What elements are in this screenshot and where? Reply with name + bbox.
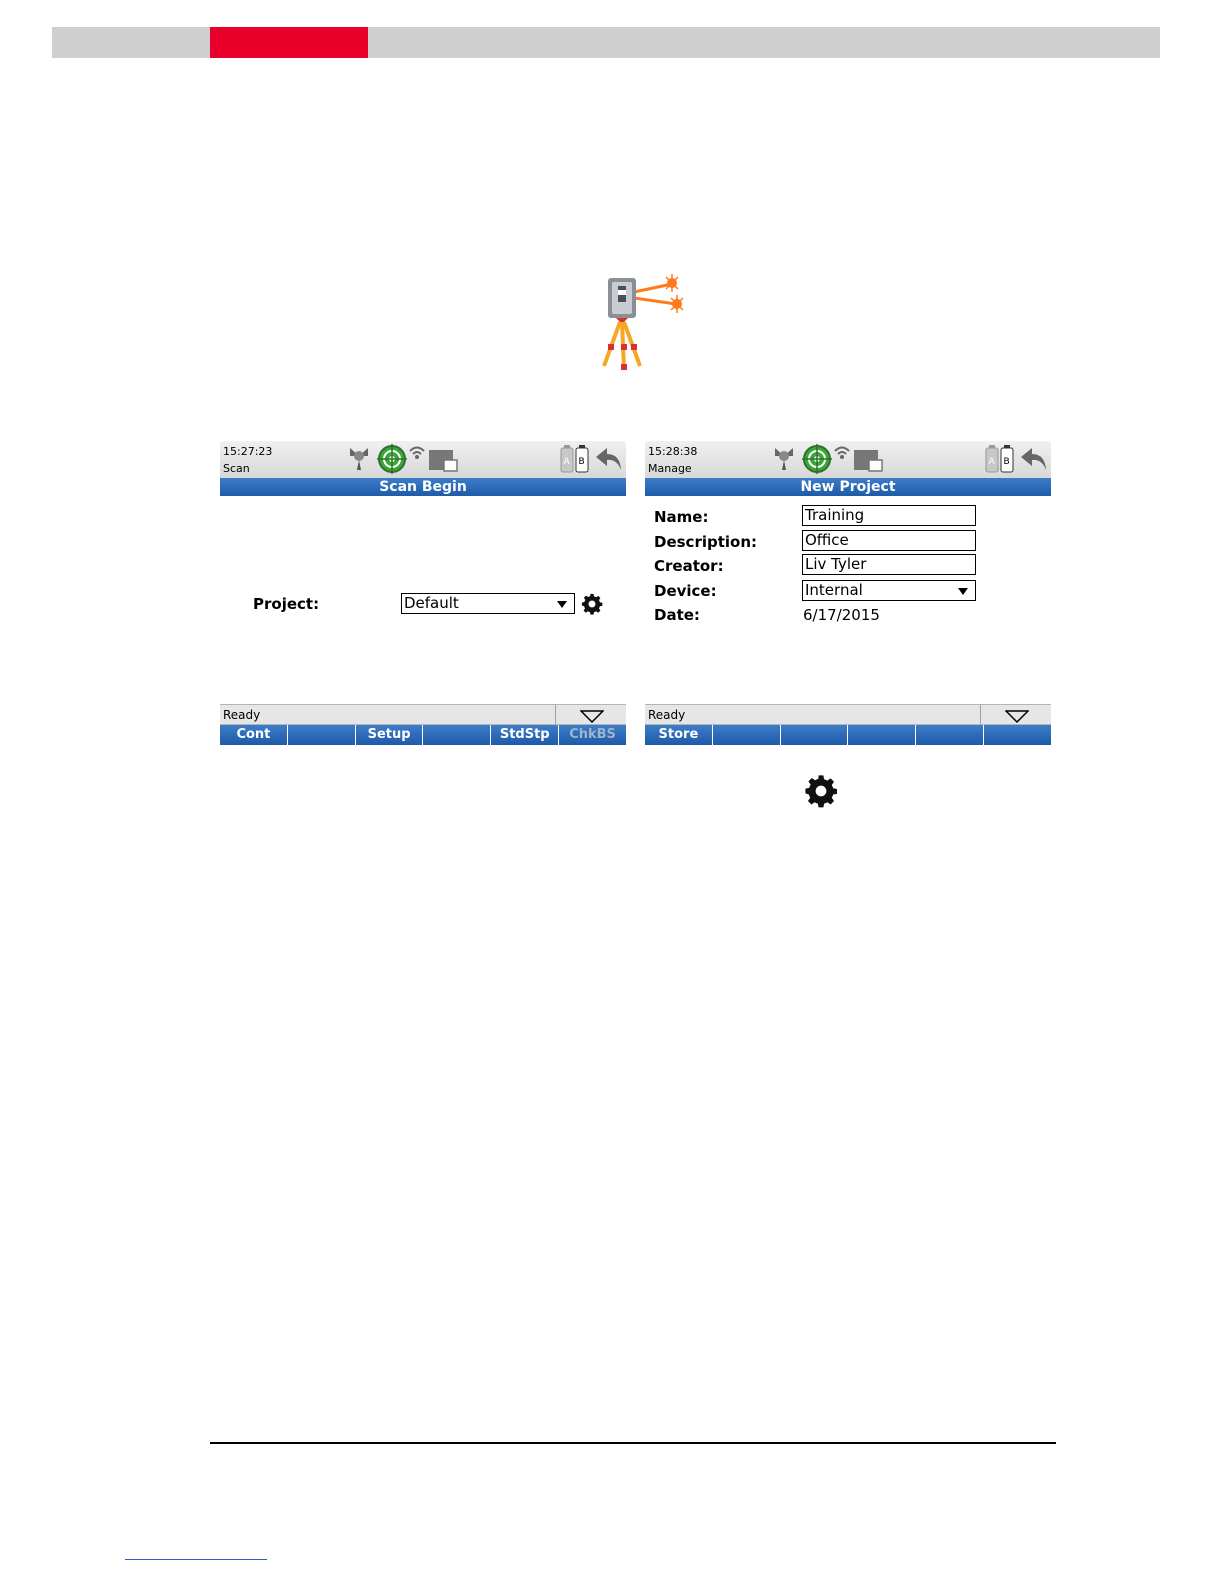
fn-key-cont[interactable]: Cont (220, 725, 288, 745)
back-icon[interactable] (595, 446, 623, 476)
svg-text:B: B (1003, 457, 1010, 467)
date-value: 6/17/2015 (803, 606, 880, 624)
antenna-icon[interactable] (348, 444, 370, 476)
project-select[interactable] (401, 593, 575, 614)
function-key-bar (220, 725, 626, 745)
status-mode: Manage (648, 462, 692, 475)
status-bar (645, 441, 1051, 478)
device-value: Internal (805, 581, 863, 599)
status-time: 15:28:38 (648, 445, 698, 458)
scanner-tripod-icon (596, 270, 692, 372)
ready-text: Ready (648, 708, 686, 722)
status-line (645, 704, 1051, 725)
memory-card-icon[interactable] (428, 449, 458, 477)
target-icon[interactable] (377, 444, 407, 478)
fn-key-empty[interactable] (848, 725, 916, 745)
gear-icon (804, 774, 838, 812)
screen-new-project (645, 441, 1051, 746)
antenna-icon[interactable] (773, 444, 795, 476)
fn-key-setup[interactable]: Setup (356, 725, 424, 745)
device-label: Device: (654, 582, 717, 600)
status-line (220, 704, 626, 725)
svg-text:A: A (563, 457, 570, 467)
fn-key-chkbs[interactable]: ChkBS (569, 727, 616, 742)
fn-key-store[interactable]: Store (645, 725, 713, 745)
target-icon[interactable] (802, 444, 832, 478)
function-key-bar (645, 725, 1051, 745)
footer-rule (210, 1442, 1056, 1444)
screen-scan-begin (220, 441, 626, 746)
fn-key-empty[interactable] (288, 725, 356, 745)
description-label: Description: (654, 533, 758, 551)
device-select[interactable] (802, 580, 976, 601)
screen-title: New Project (645, 478, 1051, 496)
name-label: Name: (654, 508, 709, 526)
status-mode: Scan (223, 462, 250, 475)
creator-field[interactable]: Liv Tyler (802, 554, 976, 575)
fn-key-empty[interactable] (713, 725, 781, 745)
footer-link-underline[interactable] (125, 1559, 267, 1560)
fn-key-empty[interactable] (984, 725, 1051, 745)
project-label: Project: (253, 595, 320, 613)
status-bar (220, 441, 626, 478)
fn-key-empty[interactable] (916, 725, 984, 745)
header-band (52, 27, 1160, 58)
header-red-segment (210, 27, 368, 58)
svg-text:B: B (578, 457, 585, 467)
chevron-down-icon (557, 601, 567, 608)
description-field[interactable]: Office (802, 530, 976, 551)
memory-card-icon[interactable] (853, 449, 883, 477)
gear-icon[interactable] (581, 593, 603, 619)
battery-icon[interactable] (985, 444, 1017, 478)
fn-key-empty[interactable] (423, 725, 491, 745)
chevron-down-icon (958, 588, 968, 595)
wifi-icon[interactable] (833, 444, 851, 464)
screen-title: Scan Begin (220, 478, 626, 496)
back-icon[interactable] (1020, 446, 1048, 476)
fn-key-stdstp[interactable]: StdStp (491, 725, 559, 745)
ready-text: Ready (223, 708, 261, 722)
creator-label: Creator: (654, 557, 724, 575)
svg-text:A: A (988, 457, 995, 467)
status-time: 15:27:23 (223, 445, 273, 458)
wifi-icon[interactable] (408, 444, 426, 464)
project-value: Default (404, 594, 459, 612)
name-field[interactable]: Training (802, 505, 976, 526)
fn-key-empty[interactable] (781, 725, 849, 745)
battery-icon[interactable] (560, 444, 592, 478)
date-label: Date: (654, 606, 700, 624)
